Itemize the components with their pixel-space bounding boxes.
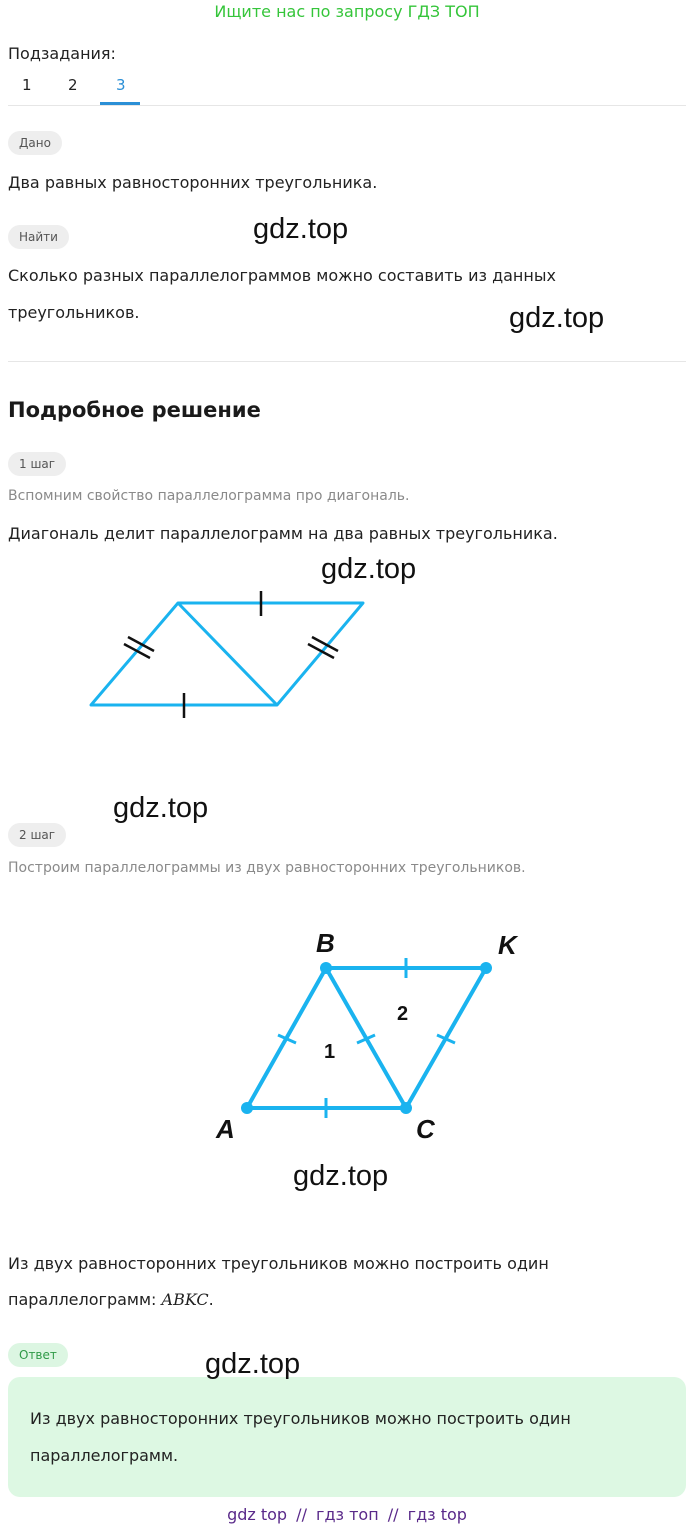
answer-badge [8, 1343, 68, 1367]
step2-label: 2 шаг [8, 823, 66, 847]
given-text: Два равных равносторонних треугольника. [8, 173, 378, 192]
point-k [480, 962, 492, 974]
footer-separator: // [296, 1505, 307, 1524]
divider [8, 361, 686, 362]
given-badge [8, 131, 62, 155]
footer-link-gdz-top-ru[interactable]: гдз топ [316, 1505, 379, 1524]
promo-banner[interactable]: Ищите нас по запросу ГДЗ ТОП [214, 2, 480, 21]
point-b [320, 962, 332, 974]
watermark: gdz.top [253, 213, 349, 245]
find-badge [8, 225, 69, 249]
step1-label: 1 шаг [8, 452, 66, 476]
tab-3[interactable]: 3 [116, 76, 126, 94]
step2-badge [8, 823, 66, 847]
given-label: Дано [8, 131, 62, 155]
label-k: K [498, 930, 517, 960]
step2-text-prefix: параллелограмм: [8, 1290, 162, 1309]
label-triangle-1: 1 [324, 1041, 336, 1063]
find-label: Найти [8, 225, 69, 249]
answer-label: Ответ [8, 1343, 68, 1367]
step2-text-line1: Из двух равносторонних треугольников можно построить один [8, 1254, 549, 1273]
diagonal-line [178, 603, 277, 705]
answer-text-line1: Из двух равносторонних треугольников можно построить один [30, 1409, 571, 1428]
step1-text: Диагональ делит параллелограмм на два равных треугольника. [8, 524, 558, 543]
step2-math-abkc: ABKC [161, 1290, 209, 1309]
label-triangle-2: 2 [397, 1003, 409, 1025]
step2-hint: Построим параллелограммы из двух равносторонних треугольников. [8, 860, 526, 876]
watermark: gdz.top [509, 302, 605, 334]
footer-link-gdz-top-mixed[interactable]: гдз top [407, 1505, 467, 1524]
step2-text-line2 [8, 1281, 214, 1318]
find-text-line1: Сколько разных параллелограммов можно составить из данных [8, 266, 556, 285]
footer-link-gdz-top[interactable]: gdz top [227, 1505, 288, 1524]
label-a: A [216, 1114, 235, 1144]
divider [8, 105, 686, 106]
point-a [241, 1102, 253, 1114]
watermark: gdz.top [293, 1160, 389, 1192]
footer-separator: // [387, 1505, 399, 1524]
abkc-parallelogram-figure [205, 922, 535, 1154]
find-text-line2: треугольников. [8, 303, 140, 322]
watermark: gdz.top [205, 1348, 301, 1380]
watermark: gdz.top [321, 553, 417, 585]
answer-text-line2: параллелограмм. [30, 1446, 179, 1465]
parallelogram-diagonal-figure [80, 588, 380, 723]
tab-1[interactable]: 1 [22, 76, 32, 94]
watermark: gdz.top [113, 792, 209, 824]
label-b: B [316, 928, 335, 958]
step1-badge [8, 452, 66, 476]
answer-text [30, 1400, 650, 1474]
subtasks-label: Подзадания: [8, 44, 116, 63]
step1-hint: Вспомним свойство параллелограмма про диагональ. [8, 488, 410, 504]
solution-title: Подробное решение [8, 398, 261, 422]
tab-2[interactable]: 2 [68, 76, 78, 94]
label-c: C [416, 1114, 435, 1144]
footer-links [0, 1505, 694, 1524]
point-c [400, 1102, 412, 1114]
step2-text-suffix: . [208, 1290, 214, 1309]
